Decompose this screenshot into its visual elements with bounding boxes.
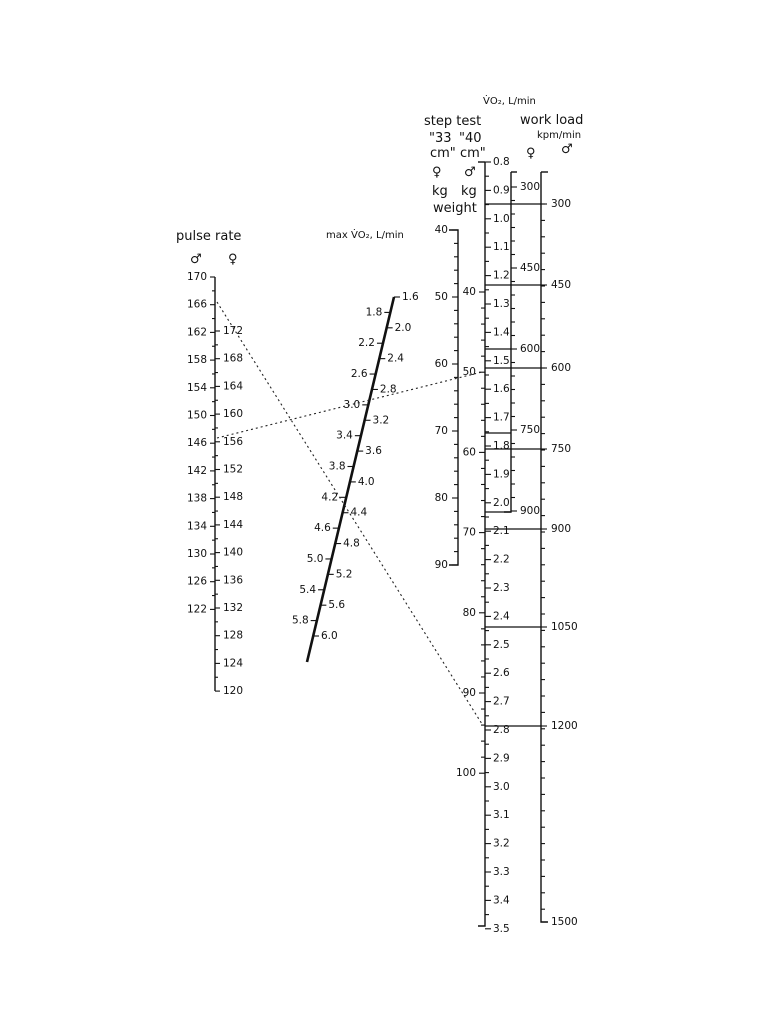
workload-male-label: 300 bbox=[551, 198, 572, 210]
vo2-label: 1.5 bbox=[493, 354, 510, 367]
vo2-label: 1.4 bbox=[493, 326, 510, 339]
workload-male-label: 750 bbox=[551, 443, 572, 455]
kpm-min-label: kpm/min bbox=[537, 130, 582, 141]
max-vo2-label: 2.0 bbox=[394, 321, 412, 334]
weight-male-label: 40 bbox=[462, 286, 476, 298]
workload-male-label: 450 bbox=[551, 279, 572, 291]
weight-male-symbol: ♂ bbox=[464, 165, 476, 180]
pulse-male-label: 158 bbox=[186, 354, 207, 367]
vo2-label: 2.9 bbox=[493, 752, 510, 765]
kg-female-label: kg bbox=[432, 184, 448, 199]
vo2-label: 2.1 bbox=[493, 525, 510, 538]
pulse-female-label: 156 bbox=[223, 435, 244, 448]
kg-male-label: kg bbox=[461, 184, 477, 199]
vo2-label: 1.8 bbox=[493, 440, 510, 452]
max-vo2-title: max V̇O₂, L/min bbox=[326, 230, 404, 241]
vo2-label: 2.2 bbox=[493, 553, 510, 566]
workload-male-label: 600 bbox=[551, 362, 572, 374]
workload-female-label: 600 bbox=[520, 343, 541, 355]
pulse-female-label: 164 bbox=[223, 380, 244, 393]
vo2-label: 1.9 bbox=[493, 468, 510, 481]
max-vo2-axis bbox=[307, 297, 394, 662]
pulse-female-label: 136 bbox=[223, 574, 244, 587]
vo2-label: 2.4 bbox=[493, 610, 510, 623]
max-vo2-label: 4.0 bbox=[357, 475, 375, 488]
weight-female-label: 40 bbox=[434, 224, 448, 236]
workload-female-symbol: ♀ bbox=[526, 146, 536, 161]
pulse-male-label: 122 bbox=[186, 603, 207, 616]
pulse-male-label: 126 bbox=[186, 575, 207, 588]
max-vo2-scale bbox=[292, 291, 419, 642]
weight-female-symbol: ♀ bbox=[432, 165, 442, 180]
workload-female-label: 900 bbox=[520, 505, 541, 517]
pulse-male-label: 150 bbox=[186, 409, 207, 422]
max-vo2-label: 1.6 bbox=[402, 291, 419, 303]
workload-male-label: 1050 bbox=[551, 621, 578, 633]
pulse-rate-title: pulse rate bbox=[176, 229, 242, 244]
vo2-label: 2.0 bbox=[493, 496, 510, 509]
weight-male-label: 50 bbox=[462, 366, 476, 379]
weight-female-label: 90 bbox=[434, 559, 448, 571]
max-vo2-label: 2.2 bbox=[358, 337, 375, 350]
max-vo2-label: 6.0 bbox=[321, 630, 338, 642]
vo2-scale bbox=[485, 156, 510, 935]
pulse-female-label: 160 bbox=[223, 408, 244, 421]
max-vo2-label: 5.2 bbox=[335, 568, 353, 581]
pulse-female-label: 148 bbox=[223, 491, 244, 504]
max-vo2-label: 4.2 bbox=[321, 491, 339, 504]
vo2-label: 1.7 bbox=[493, 411, 510, 424]
pulse-male-label: 170 bbox=[186, 271, 207, 283]
vo2-label: 3.5 bbox=[493, 922, 510, 935]
workload-male-label: 1200 bbox=[551, 720, 578, 732]
vo2-label: 2.8 bbox=[493, 724, 510, 736]
step-test-title: step test bbox=[424, 114, 482, 129]
vo2-label: 1.1 bbox=[493, 241, 510, 254]
workload-male-scale bbox=[541, 198, 578, 928]
weight-title: weight bbox=[433, 201, 477, 216]
pulse-female-label: 144 bbox=[223, 518, 244, 531]
vo2-label: 2.7 bbox=[493, 695, 510, 708]
workload-male-label: 900 bbox=[551, 523, 572, 535]
pulse-male-label: 162 bbox=[186, 326, 207, 339]
max-vo2-label: 3.6 bbox=[365, 445, 382, 458]
cm-40-label: cm" bbox=[460, 146, 486, 161]
max-vo2-label: 4.8 bbox=[343, 537, 360, 550]
vo2-label: 1.3 bbox=[493, 298, 510, 310]
pulse-female-symbol: ♀ bbox=[228, 252, 238, 267]
workload-female-scale bbox=[511, 181, 540, 517]
weight-male-label: 90 bbox=[462, 687, 476, 699]
pulse-female-label: 152 bbox=[223, 463, 244, 476]
pulse-female-scale bbox=[215, 325, 243, 697]
weight-female-scale bbox=[435, 224, 458, 571]
max-vo2-label: 3.8 bbox=[328, 460, 346, 473]
pulse-male-scale bbox=[187, 271, 215, 615]
pulse-male-label: 146 bbox=[186, 437, 207, 450]
vo2-label: 3.3 bbox=[493, 866, 510, 878]
max-vo2-label: 3.0 bbox=[343, 398, 361, 411]
vo2-label: 3.0 bbox=[493, 780, 510, 793]
weight-male-label: 80 bbox=[462, 606, 476, 619]
pulse-female-label: 120 bbox=[223, 685, 244, 698]
pulse-male-label: 130 bbox=[186, 548, 207, 560]
vo2-label: 2.3 bbox=[493, 582, 510, 594]
max-vo2-label: 4.4 bbox=[350, 506, 368, 519]
vo2-label: 1.6 bbox=[493, 383, 510, 396]
pulse-male-label: 142 bbox=[186, 464, 207, 477]
max-vo2-label: 2.4 bbox=[387, 352, 404, 365]
step-40-label: "40 bbox=[459, 131, 482, 146]
vo2-label: 3.4 bbox=[493, 894, 510, 907]
max-vo2-label: 1.8 bbox=[365, 306, 383, 319]
vo2-label: 3.1 bbox=[493, 809, 510, 822]
vo2-label: 2.6 bbox=[493, 667, 510, 680]
weight-female-label: 50 bbox=[434, 291, 448, 303]
pulse-female-label: 140 bbox=[223, 546, 244, 559]
workload-female-label: 750 bbox=[520, 424, 541, 436]
vo2-label: 1.0 bbox=[493, 212, 510, 225]
pulse-female-label: 124 bbox=[223, 657, 244, 670]
pulse-male-label: 154 bbox=[186, 381, 207, 394]
pulse-rate-header bbox=[176, 229, 241, 267]
max-vo2-label: 4.6 bbox=[314, 522, 331, 535]
pulse-male-label: 138 bbox=[186, 492, 207, 505]
max-vo2-label: 3.4 bbox=[336, 429, 353, 442]
max-vo2-label: 5.0 bbox=[306, 552, 324, 565]
pulse-male-label: 134 bbox=[186, 520, 207, 533]
pulse-female-label: 132 bbox=[223, 602, 244, 614]
vo2-label: 0.8 bbox=[493, 156, 510, 168]
vo2-label: 1.2 bbox=[493, 269, 510, 282]
max-vo2-label: 3.2 bbox=[372, 414, 390, 427]
vo2-label: 2.5 bbox=[493, 638, 510, 651]
workload-male-label: 1500 bbox=[551, 916, 578, 928]
vo2-top-title: V̇O₂, L/min bbox=[483, 96, 536, 107]
max-vo2-label: 5.4 bbox=[299, 583, 317, 596]
pulse-female-label: 168 bbox=[223, 352, 244, 365]
workload-male-symbol: ♂ bbox=[561, 142, 573, 157]
vo2-label: 0.9 bbox=[493, 184, 510, 197]
work-load-title: work load bbox=[520, 113, 584, 128]
workload-female-label: 300 bbox=[520, 181, 541, 193]
pulse-male-symbol: ♂ bbox=[190, 252, 202, 267]
weight-female-label: 60 bbox=[434, 358, 448, 370]
max-vo2-label: 5.8 bbox=[291, 614, 309, 627]
pulse-male-label: 166 bbox=[186, 298, 207, 311]
pulse-female-label: 128 bbox=[223, 629, 244, 642]
max-vo2-label: 5.6 bbox=[328, 599, 346, 612]
weight-female-axis bbox=[449, 230, 458, 565]
weight-female-label: 70 bbox=[434, 425, 448, 437]
step-33-label: "33 bbox=[429, 131, 452, 146]
max-vo2-label: 2.6 bbox=[350, 368, 368, 381]
max-vo2-label: 2.8 bbox=[379, 383, 397, 396]
pulse-female-label: 172 bbox=[223, 325, 244, 337]
weight-male-label: 70 bbox=[462, 526, 476, 539]
vo2-axis bbox=[478, 162, 485, 926]
weight-female-label: 80 bbox=[434, 492, 448, 504]
vo2-label: 3.2 bbox=[493, 837, 510, 850]
weight-male-label: 100 bbox=[455, 767, 476, 780]
workload-female-label: 450 bbox=[520, 262, 541, 274]
weight-male-label: 60 bbox=[462, 446, 476, 459]
cm-33-label: cm" bbox=[430, 146, 456, 161]
